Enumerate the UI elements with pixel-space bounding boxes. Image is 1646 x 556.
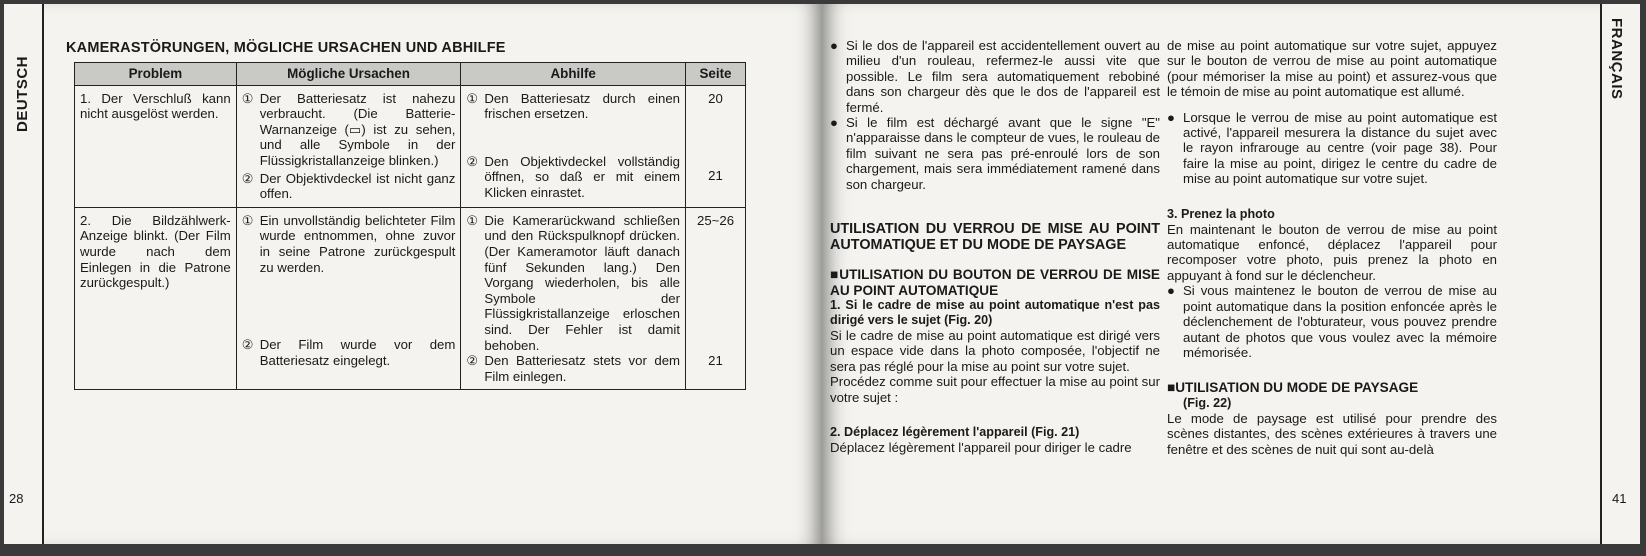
cause-cell [236,207,461,390]
problem-cell [75,207,237,390]
step-title: 2. Déplacez légèrement l'appareil (Fig. 21) [830,425,1080,440]
header-remedy: Abhilfe [461,63,686,86]
cause-text: Der Objektivdeckel ist nicht ganz offen. [259,170,456,202]
problem-text: 2. Die Bildzählwerk-Anzeige blinkt. (Der Film wurde nach dem Einlegen in die Patrone zurückgespult.) [80,212,231,291]
header-causes: Mögliche Ursachen [236,63,461,86]
cause-marker: ① [241,212,254,228]
remedy-marker: ② [466,353,479,369]
remedy-text: Die Kamerarückwand schließen und den Rückspulknopf drücken. (Der Kameramotor läuft danach fünf Sekunden lang.) Den Vorgang wiederholen, bis alle Symbole der Flüssigkristallanzeige erloschen sind. Der Fehler ist damit behoben. [484,212,681,353]
paragraph: En maintenant le bouton de verrou de mise au point automatique enfoncé, déplacez l'appareil pour recomposer votre photo, puis prenez la photo en appuyant à fond sur le déclencheur. [1167,221,1497,283]
paragraph: de mise au point automatique sur votre sujet, appuyez sur le bouton de verrou de mise au point automatique (pour mémoriser la mise au point) et assurez-vous que le témoin de mise au point automatique est allumé. [1167,38,1497,100]
paragraph: Le mode de paysage est utilisé pour prendre des scènes distantes, des scènes extérieures à travers une fenêtre et des scènes de nuit qui sont au-delà [1167,410,1497,457]
header-problem: Problem [75,63,237,86]
list-item: ● Lorsque le verrou de mise au point automatique est activé, l'appareil mesurera la distance du sujet avec le rayon infrarouge au centre (voir page 38). Pour faire la mise au point, dirigez le centre du cadre de mise au point automatique sur votre sujet. [1167,109,1497,187]
table-header-row [75,63,746,86]
problem-text: 1. Der Verschluß kann nicht ausgelöst werden. [80,90,231,122]
cause-text: Ein unvollständig belichteter Film wurde entnommen, ohne zuvor in seine Patrone zurückgespult zu werden. [259,212,456,275]
section-heading: UTILISATION DU VERROU DE MISE AU POINT AUTOMATIQUE ET DU MODE DE PAYSAGE [830,221,1160,253]
table-row [75,207,746,390]
right-sidebar [1600,4,1640,544]
remedy-marker: ② [466,153,479,169]
text-column-1 [830,38,1160,456]
cause-marker: ② [241,170,254,186]
remedy-cell [461,85,686,207]
manual-spread [4,4,1640,550]
page-ref: 20 [708,90,723,106]
left-sidebar [4,4,44,544]
page-ref-cell [686,207,746,390]
page-number-right: 41 [1612,491,1627,506]
troubleshooting-table [74,62,746,390]
cause-text: Der Film wurde vor dem Batteriesatz eingelegt. [259,337,456,368]
remedy-text: Den Batteriesatz durch einen frischen ersetzen. [484,90,681,122]
list-item: ● Si vous maintenez le bouton de verrou de mise au point automatique dans la position enfoncée après le déclenchement de l'obturateur, vous pouvez prendre autant de photos que vous voulez avec la mémoire mémorisée. [1167,283,1497,360]
page-title: KAMERASTÖRUNGEN, MÖGLICHE URSACHEN UND ABHILFE [66,40,506,56]
remedy-marker: ① [466,90,479,106]
cause-marker: ② [241,337,254,353]
remedy-text: Den Batteriesatz stets vor dem Film einlegen. [484,353,681,384]
problem-cell [75,85,237,207]
page-ref-cell [686,85,746,207]
page-ref: 25~26 [696,212,735,228]
list-item: ● Si le film est déchargé avant que le signe "E" n'apparaisse dans le compteur de vues, le rouleau de film suivant ne sera pas pré-enroulé lors de son chargement, mais sera immédiatement ramené dans son chargeur. [830,115,1160,192]
paragraph: Procédez comme suit pour effectuer la mise au point sur votre sujet : [830,374,1160,405]
paragraph: Si le cadre de mise au point automatique est dirigé vers un espace vide dans la photo composée, l'objectif ne sera pas réglé pour la mise au point sur votre sujet. [830,328,1160,374]
language-tab-francais: FRANÇAIS [1608,18,1625,100]
right-page [822,4,1640,544]
remedy-cell [461,207,686,390]
list-item: ● Si le dos de l'appareil est accidentellement ouvert au milieu d'un rouleau, refermez-le aussi vite que possible. Le film sera automatiquement rebobiné dans son chargeur dès que le dos de l'appareil est fermé. [830,38,1160,115]
cause-cell [236,85,461,207]
remedy-text: Den Objektivdeckel vollständig öffnen, so daß er mit einem Klicken einrastet. [484,153,681,200]
cause-marker: ① [241,90,254,106]
subsection-heading: ■UTILISATION DU BOUTON DE VERROU DE MISE AU POINT AUTOMATIQUE [830,267,1160,298]
page-ref: 21 [708,353,723,369]
figure-ref: (Fig. 22) [1183,395,1232,410]
step-title: 3. Prenez la photo [1167,206,1275,221]
remedy-marker: ① [466,212,479,228]
table-row [75,85,746,207]
paragraph: Déplacez légèrement l'appareil pour diriger le cadre [830,440,1132,456]
left-page [4,4,822,544]
page-ref: 21 [708,168,723,184]
subsection-heading: ■UTILISATION DU MODE DE PAYSAGE [1167,380,1419,396]
cause-text: Der Batteriesatz ist nahezu verbraucht. (Die Batterie-Warnanzeige (▭) ist zu sehen, und alle Symbole in der Flüssigkristallanzeige blinken.) [259,90,456,168]
header-page: Seite [686,63,746,86]
language-tab-deutsch: DEUTSCH [14,55,31,132]
page-number-left: 28 [9,491,24,506]
text-column-2 [1167,38,1497,457]
step-title: 1. Si le cadre de mise au point automatique n'est pas dirigé vers le sujet (Fig. 20) [830,298,1160,328]
